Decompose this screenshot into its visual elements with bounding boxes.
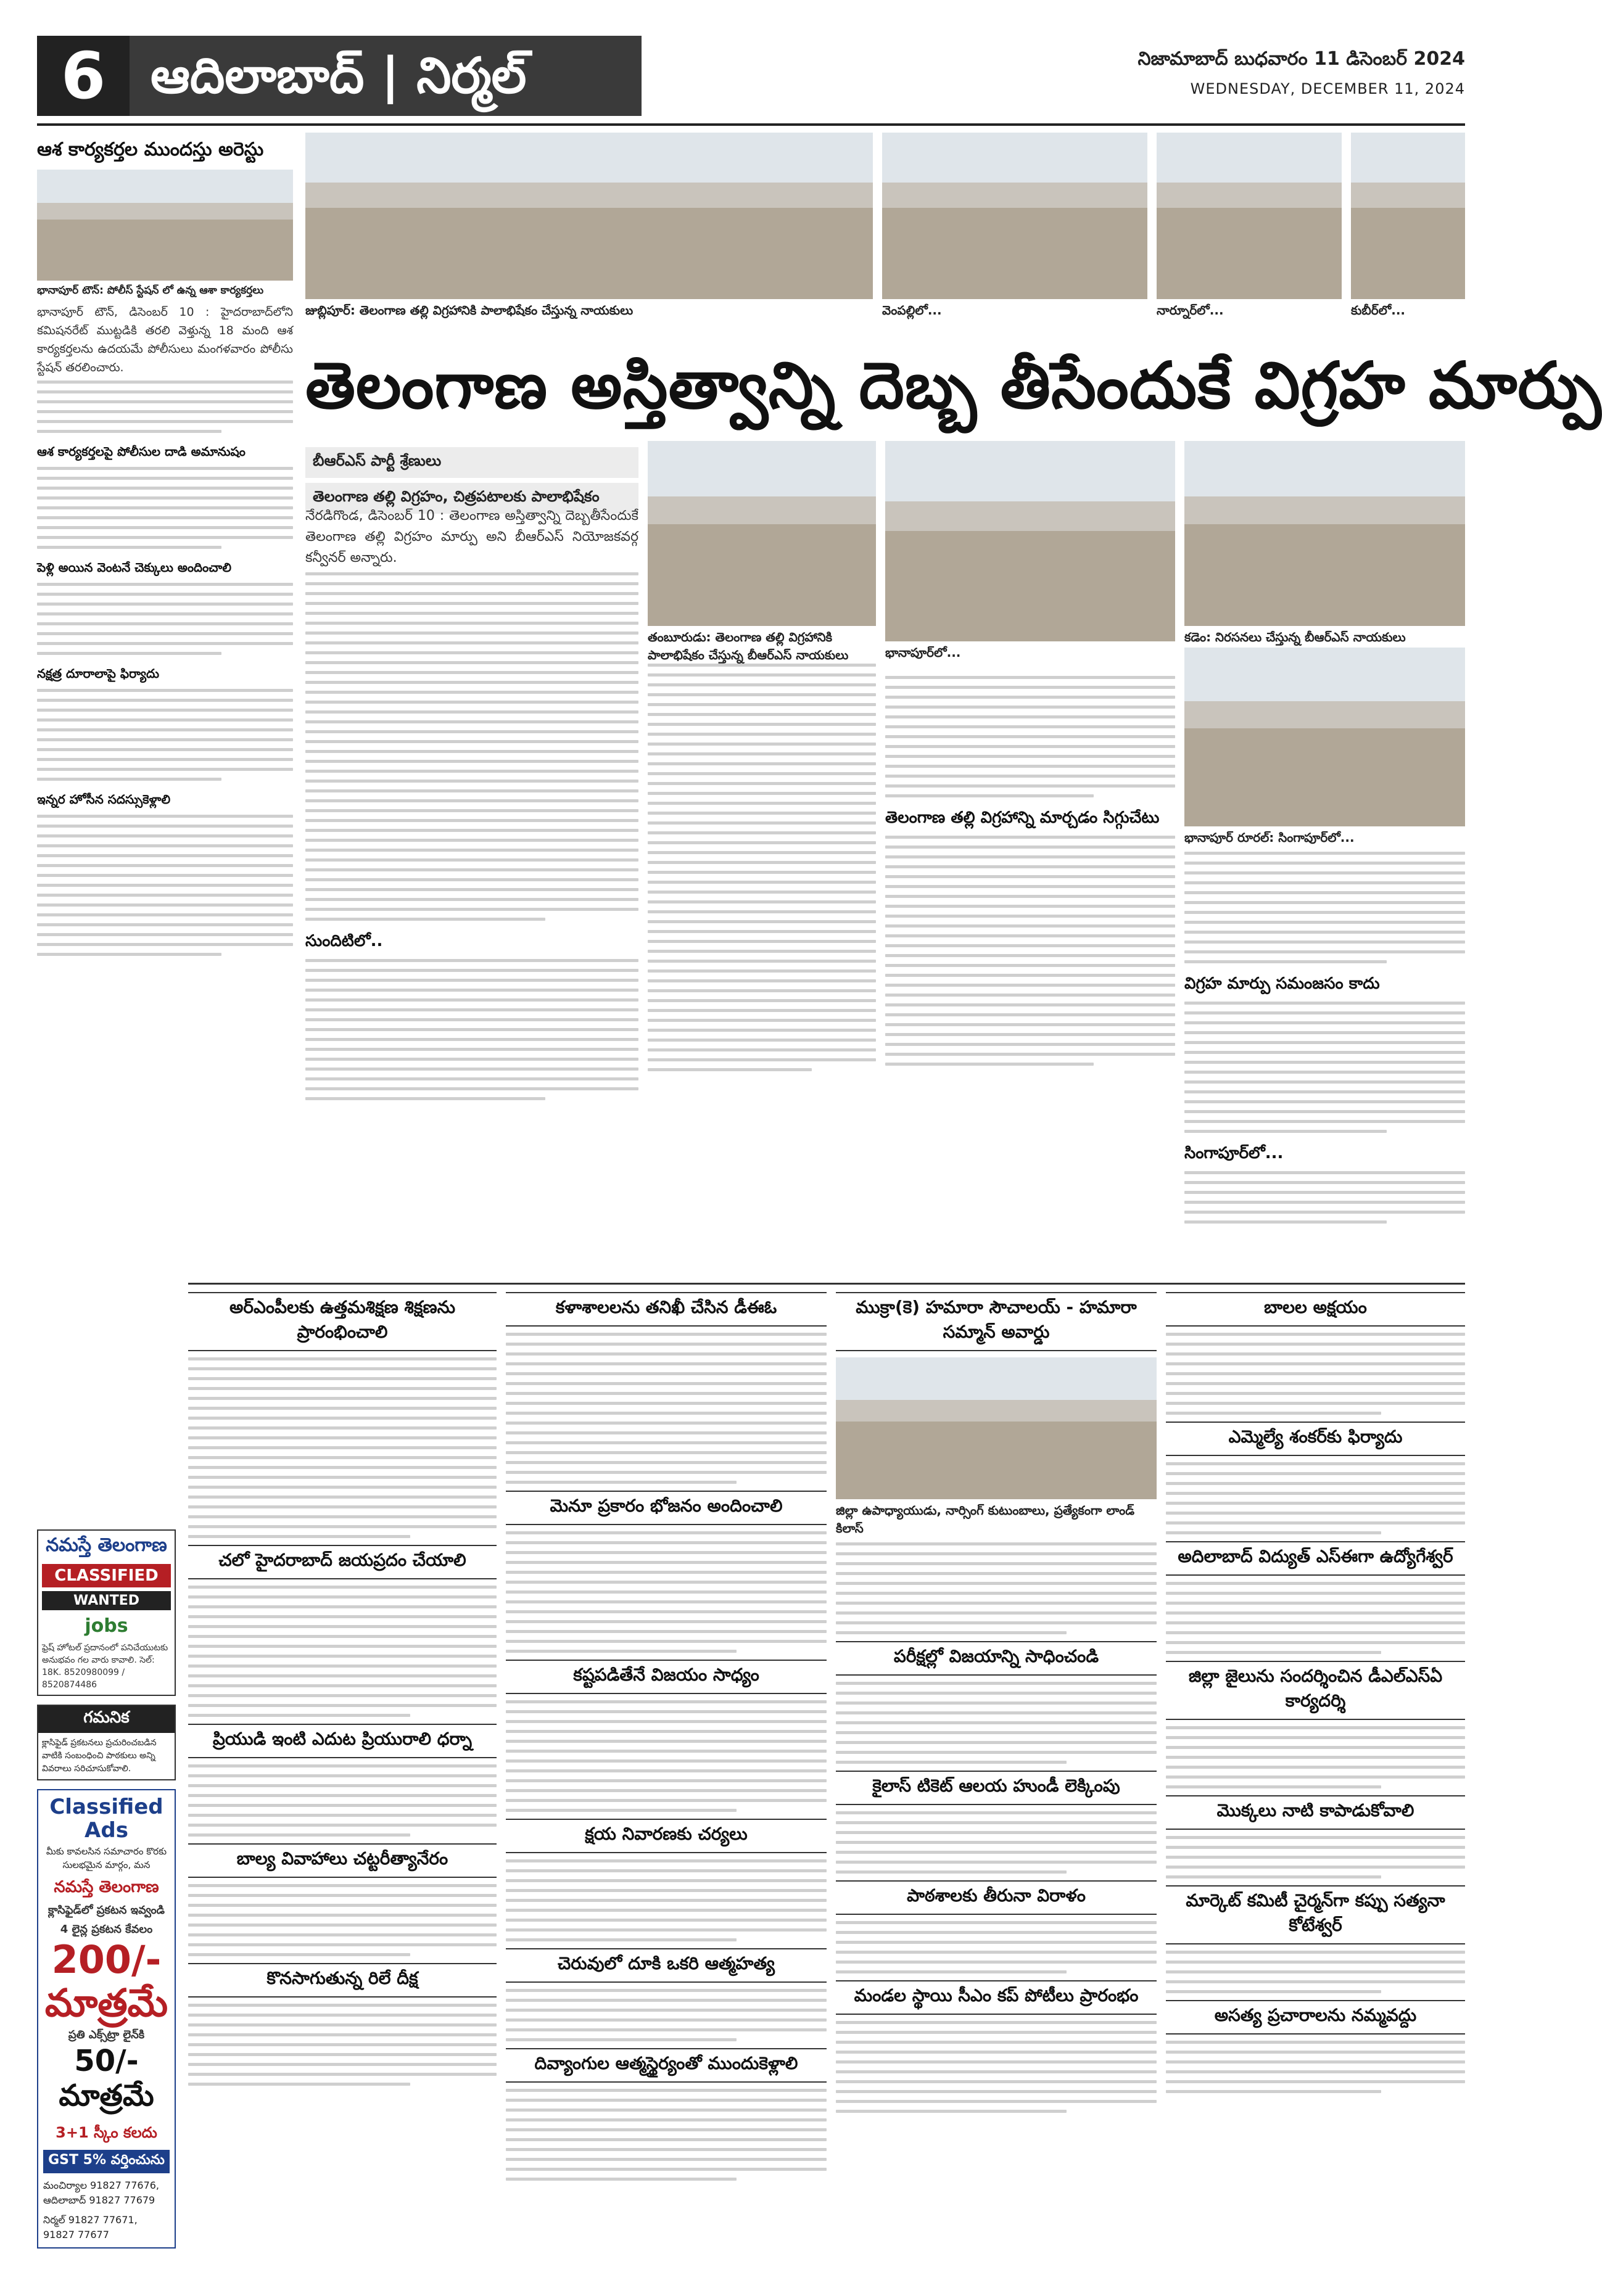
- story-title-10: చెరువులో దూకి ఒకరి ఆత్మహత్య: [506, 1948, 827, 1983]
- left-story-title: ఆశ కార్యకర్తల ముందస్తు అరెస్టు: [37, 139, 264, 160]
- lower-divider: [188, 1283, 1465, 1285]
- lead-photo-4: [1184, 648, 1465, 826]
- lead-col-1: [305, 506, 638, 1107]
- lead-photo-4-caption: భానాపూర్ రూరల్: సింగాపూర్‌లో...: [1184, 830, 1355, 845]
- lead-photo-1: [648, 441, 876, 665]
- classified-label: CLASSIFIED: [42, 1564, 171, 1587]
- promo-brand: నమస్తే తెలంగాణ: [54, 1878, 159, 1896]
- story-title-7: మెనూ ప్రకారం భోజనం అందించాలి: [506, 1491, 827, 1525]
- story-title-15: పాఠశాలకు తీరునా విరాళం: [836, 1880, 1157, 1915]
- left-story-sub4: ఇన్నర హోసీన సదస్సుకెళ్లాలి: [37, 792, 171, 807]
- story-title-17: బాలల అక్షయం: [1166, 1292, 1465, 1327]
- jobs-note: ఫ్రెష్ హోటల్ ప్రదానంలో పనిచేయుటకు అనుభవం గల వారు కావాలి. సెల్: 18K. 8520980099 / 8520874486: [42, 1643, 168, 1690]
- promo-extra: 50/- మాత్రమే: [59, 2044, 154, 2113]
- left-story-lead: భానాపూర్ టౌన్, డిసెంబర్ 10 : హైదరాబాద్‌లోని కమిషనరేట్ ముట్టడికి తరలి వెళ్తున్న 18 మంది ఆశ కార్యకర్తలను ఉదయమే పోలీసులు మంగళవారం పోలీసు స్టేషన్ తరలించారు.: [37, 305, 293, 374]
- notice-title: గమనిక: [38, 1706, 175, 1733]
- top-photo-4: [1351, 133, 1465, 321]
- lead-subhead-2: తెలంగాణ తల్లి విగ్రహాన్ని మార్చడం సిగ్గుచేటు: [885, 809, 1160, 827]
- story-title-9: క్షయ నివారణకు చర్యలు: [506, 1819, 827, 1853]
- lead-photo-1-caption: తంబూరుడు: తెలంగాణ తల్లి విగ్రహానికి పాలాభిషేకం చేస్తున్న బీఆర్ఎస్ నాయకులు: [648, 630, 849, 662]
- masthead-rule: [37, 123, 1465, 126]
- story-title-2: చలో హైదరాబాద్ జయప్రదం చేయాలి: [188, 1545, 497, 1579]
- lead-photo-2: [885, 441, 1175, 663]
- lead-subhead-1: సుందిటిలో..: [305, 932, 383, 950]
- story-title-20: జిల్లా జైలును సందర్శించిన డీఎల్ఎస్ఏ కార్యదర్శి: [1166, 1661, 1465, 1720]
- top-photo-1-caption: జుబ్లిపూర్: తెలంగాణ తల్లి విగ్రహానికి పాలాభిషేకం చేస్తున్న నాయకులు: [305, 303, 634, 318]
- top-photo-4-caption: కుబీర్‌లో...: [1351, 303, 1406, 318]
- promo-sub: మీకు కావలసిన సమాచారం కొరకు సులభమైన మార్గం, మన: [46, 1846, 167, 1870]
- lower-col-d: [1166, 1292, 1465, 2100]
- promo-price: 200/- మాత్రమే: [44, 1937, 168, 2025]
- promo-scheme: 3+1 స్కీం కలదు: [56, 2124, 157, 2141]
- award-caption: జిల్లా ఉపాధ్యాయుడు, నార్సింగ్ కుటుంబాలు, ప్రత్యేకంగా లాండ్ కిలాస్: [836, 1503, 1135, 1536]
- lower-col-b: [506, 1292, 827, 2187]
- classified-ads-promo: [37, 1789, 176, 2249]
- promo-phone-1: మంచిర్యాల 91827 77676, ఆదిలాబాద్ 91827 77679: [43, 2179, 160, 2206]
- lead-body: నేరడిగొండ, డిసెంబర్ 10 : తెలంగాణ అస్తిత్వాన్ని దెబ్బతీసేందుకే తెలంగాణ తల్లి విగ్రహం మార్పు అని బీఆర్ఎస్ నియోజకవర్గ కన్వీనర్ అన్నారు.: [305, 508, 638, 566]
- top-photo-1: [305, 133, 873, 321]
- notice-text: క్లాసిఫైడ్ ప్రకటనలు ప్రచురించబడిన వాటికి సంబంధించి పాఠకులు అన్ని వివరాలు సరిచూసుకోవాలి.: [42, 1738, 157, 1774]
- story-title-6: కళాశాలలను తనిఖీ చేసిన డీఈఓ: [506, 1292, 827, 1327]
- story-title-1: అర్ఎంపీలకు ఉత్తమశిక్షణ శిక్షణను ప్రారంభించాలి: [188, 1292, 497, 1351]
- lead-subhead-4: సింగాపూర్‌లో...: [1184, 1144, 1284, 1162]
- lead-photo-3-caption: కడెం: నిరసనలు చేస్తున్న బీఆర్ఎస్ నాయకులు: [1184, 630, 1406, 644]
- classifieds-rail: [37, 1529, 176, 2249]
- award-photo: [836, 1357, 1157, 1499]
- wanted-label: WANTED: [42, 1591, 171, 1610]
- lower-col-a: [188, 1292, 497, 2092]
- left-story-caption: భానాపూర్ టౌన్: పోలీస్ స్టేషన్ లో ఉన్న ఆశా కార్యకర్తలు: [37, 284, 264, 297]
- lower-col-c: [836, 1292, 1157, 2120]
- left-story-sub1: ఆశ కార్యకర్తలపై పోలీసుల దాడి అమానుషం: [37, 444, 246, 459]
- top-photo-3-caption: నార్నూర్‌లో...: [1157, 303, 1224, 318]
- dateline: [1138, 48, 1465, 97]
- promo-line1: క్లాసిఫైడ్‌లో ప్రకటన ఇవ్వండి: [48, 1904, 165, 1917]
- lead-col-2: [648, 660, 876, 1078]
- story-title-14: కైలాస్ టికెట్ ఆలయ హుండీ లెక్కింపు: [836, 1771, 1157, 1805]
- story-title-8: కష్టపడితేనే విజయం సాధ్యం: [506, 1660, 827, 1694]
- masthead: [37, 36, 1465, 116]
- story-title-18: ఎమ్మెల్యే శంకర్‌కు ఫిర్యాదు: [1166, 1422, 1465, 1456]
- story-title-22: మార్కెట్ కమిటీ చైర్మన్‌గా కప్పు సత్యనా కోటేశ్వర్: [1166, 1885, 1465, 1944]
- page-number: 6: [37, 36, 130, 116]
- left-story: [37, 139, 293, 963]
- story-title-12: ముక్రా(కె) హమారా సౌచాలయ్ - హమారా సమ్మాన్ అవార్డు: [836, 1292, 1157, 1351]
- top-photo-2: [882, 133, 1147, 321]
- lead-bullet-2: తెలంగాణ తల్లి విగ్రహం, చిత్రపటాలకు పాలాభిషేకం: [305, 483, 638, 514]
- date-english: WEDNESDAY, DECEMBER 11, 2024: [1190, 80, 1465, 97]
- promo-extra-label: ప్రతి ఎక్స్‌ట్రా లైన్‌కి: [68, 2028, 145, 2041]
- section-title: ఆదిలాబాద్ | నిర్మల్: [130, 36, 642, 116]
- left-story-photo: [37, 170, 293, 281]
- classified-brand: నమస్తే తెలంగాణ: [46, 1534, 167, 1556]
- left-story-sub3: నక్షత్ర దూరాలాపై ఫిర్యాదు: [37, 666, 160, 681]
- story-title-3: ప్రియుడి ఇంటి ఎదుట ప్రియురాలి ధర్నా: [188, 1724, 497, 1758]
- top-photo-3: [1157, 133, 1342, 321]
- promo-title: Classified Ads: [49, 1795, 163, 1843]
- story-title-23: అసత్య ప్రచారాలను నమ్మవద్దు: [1166, 2000, 1465, 2035]
- story-title-21: మొక్కలు నాటి కాపాడుకోవాలి: [1166, 1795, 1465, 1830]
- lead-photo-2-caption: భానాపూర్‌లో...: [885, 645, 961, 660]
- jobs-label: jobs: [85, 1615, 128, 1637]
- date-telugu: నిజామాబాద్ బుధవారం 11 డిసెంబర్ 2024: [1138, 48, 1465, 70]
- notice-box: [37, 1705, 176, 1780]
- story-title-11: దివ్యాంగుల ఆత్మస్థైర్యంతో ముందుకెళ్లాలి: [506, 2048, 827, 2083]
- story-title-5: కొనసాగుతున్న రిలే దీక్ష: [188, 1963, 497, 1998]
- lead-col-3: [885, 672, 1175, 1072]
- classified-ad: [37, 1529, 176, 1696]
- story-title-13: పరీక్షల్లో విజయాన్ని సాధించండి: [836, 1641, 1157, 1676]
- left-story-sub2: పెళ్లి అయిన వెంటనే చెక్కులు అందించాలి: [37, 560, 232, 575]
- story-title-4: బాల్య వివాహాలు చట్టరీత్యానేరం: [188, 1843, 497, 1878]
- lead-bullet-1: బీఆర్ఎస్ పార్టీ శ్రేణులు: [305, 447, 638, 478]
- lead-photo-3: [1184, 441, 1465, 648]
- lead-headline: తెలంగాణ అస్తిత్వాన్ని దెబ్బ తీసేందుకే విగ్రహ మార్పు: [305, 348, 1602, 423]
- promo-gst: GST 5% వర్తించును: [43, 2150, 170, 2173]
- story-title-16: మండల స్థాయి సీఎం కప్ పోటీలు ప్రారంభం: [836, 1980, 1157, 2015]
- lead-col-4: [1184, 648, 1465, 1230]
- lead-subhead-3: విగ్రహ మార్పు సమంజసం కాదు: [1184, 974, 1380, 993]
- top-photo-2-caption: వెంపల్లిలో...: [882, 303, 942, 318]
- promo-phone-2: నిర్మల్ 91827 77671, 91827 77677: [43, 2214, 138, 2240]
- promo-price-label: 4 లైన్ల ప్రకటన కేవలం: [60, 1923, 153, 1936]
- story-title-19: అదిలాబాద్ విద్యుత్ ఎస్‌ఈగా ఉద్యోగేశ్వర్: [1166, 1541, 1465, 1576]
